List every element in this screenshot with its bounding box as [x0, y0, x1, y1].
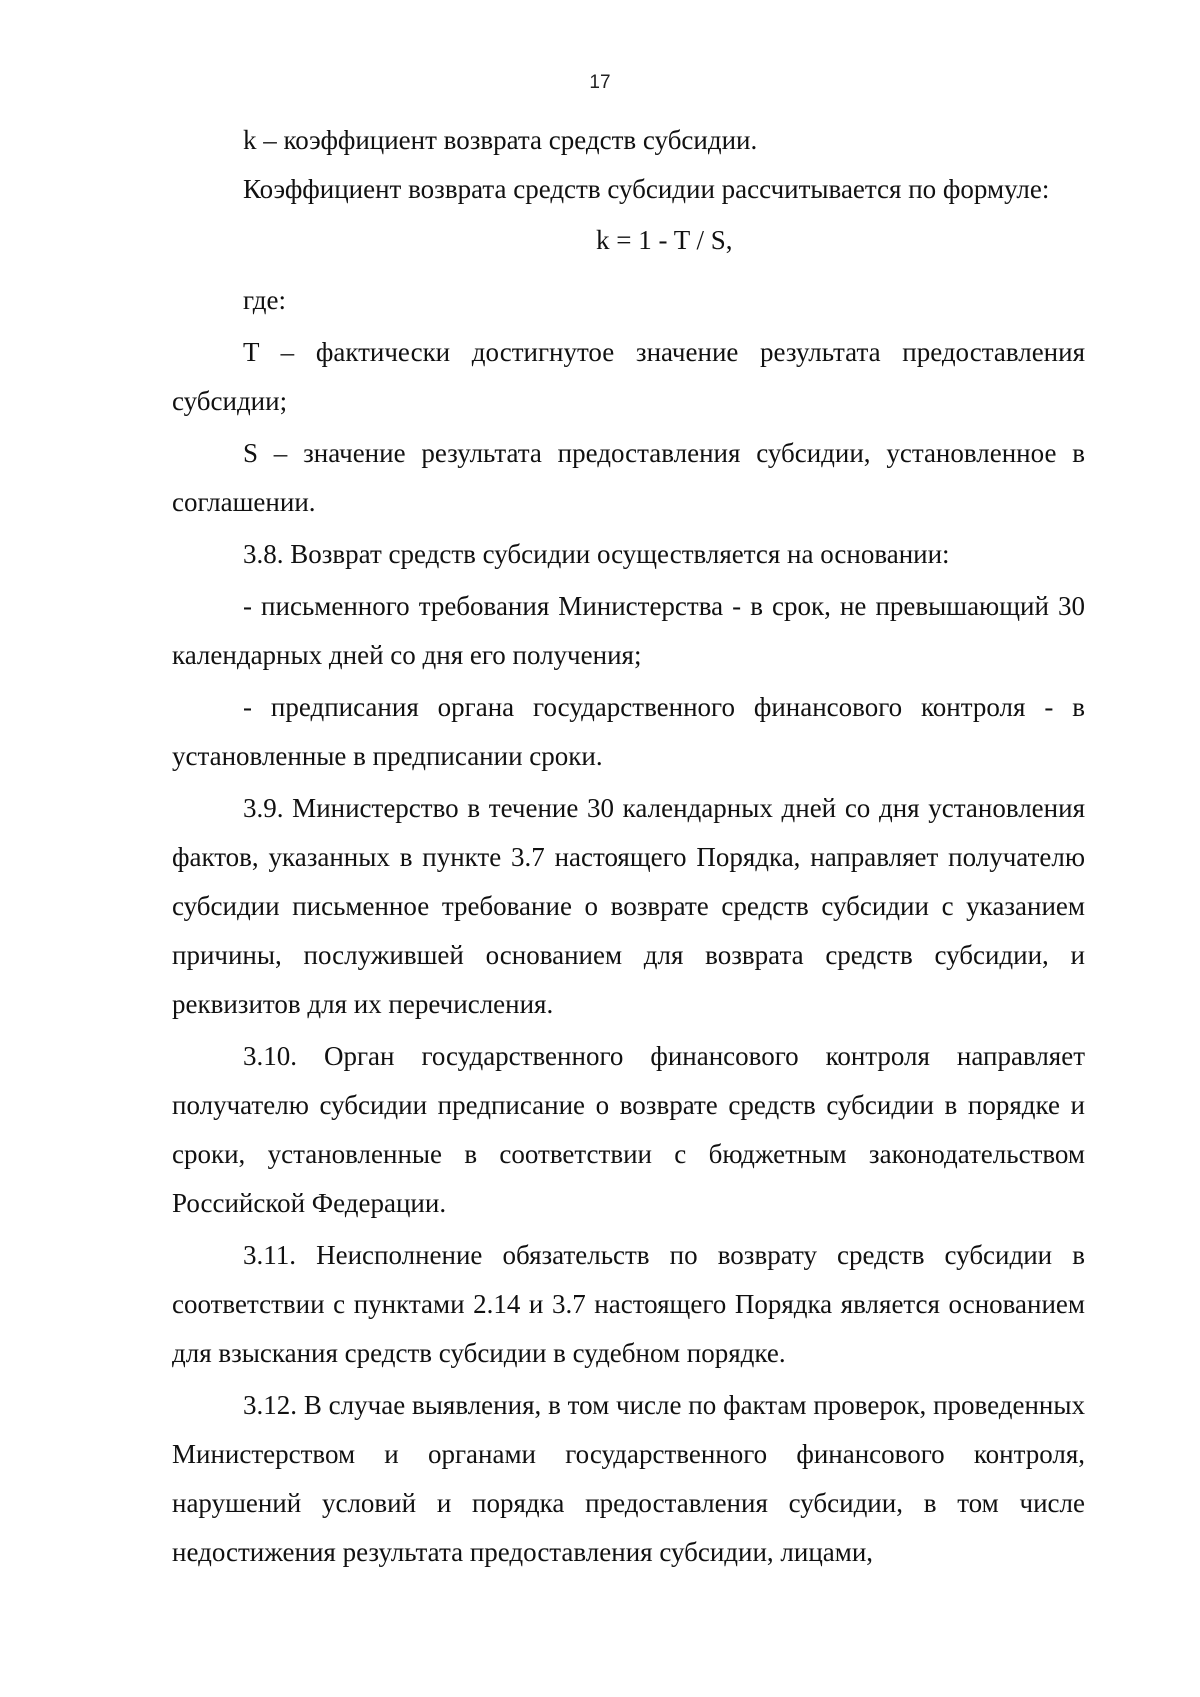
paragraph-prescription: - предписания органа государственного финансового контроля - в установленные в предписании сроки.	[172, 692, 1085, 771]
paragraph-t-definition: T – фактически достигнутое значение результата предоставления субсидии;	[172, 337, 1085, 416]
paragraph-written-demand: - письменного требования Министерства - в срок, не превышающий 30 календарных дней со дня его получения;	[172, 591, 1085, 670]
paragraph-3-11: 3.11. Неисполнение обязательств по возврату средств субсидии в соответствии с пунктами 2.14 и 3.7 настоящего Порядка является основанием для взыскания средств субсидии в судебном порядке.	[172, 1240, 1085, 1368]
document-body	[172, 116, 1085, 1577]
paragraph-coefficient-formula-intro: Коэффициент возврата средств субсидии рассчитывается по формуле:	[243, 174, 1050, 204]
paragraph-3-12: 3.12. В случае выявления, в том числе по фактам проверок, проведенных Министерством и органами государственного финансового контроля, нарушений условий и порядка предоставления субсидии, в том числе недостижения результата предоставления субсидии, лицами,	[172, 1390, 1085, 1567]
paragraph-s-definition: S – значение результата предоставления субсидии, установленное в соглашении.	[172, 438, 1085, 517]
paragraph-where: где:	[243, 285, 286, 315]
formula: k = 1 - T / S,	[596, 225, 733, 255]
paragraph-3-9: 3.9. Министерство в течение 30 календарных дней со дня установления фактов, указанных в пункте 3.7 настоящего Порядка, направляет получателю субсидии письменное требование о возврате средств субсидии с указанием причины, послужившей основанием для возврата средств субсидии, и реквизитов для их перечисления.	[172, 793, 1085, 1019]
paragraph-coefficient-definition: k – коэффициент возврата средств субсидии.	[243, 125, 758, 155]
page-number: 17	[589, 72, 611, 93]
paragraph-3-8: 3.8. Возврат средств субсидии осуществляется на основании:	[243, 539, 950, 569]
paragraph-3-10: 3.10. Орган государственного финансового контроля направляет получателю субсидии предписание о возврате средств субсидии в порядке и сроки, установленные в соответствии с бюджетным законодательством Российской Федерации.	[172, 1041, 1085, 1218]
